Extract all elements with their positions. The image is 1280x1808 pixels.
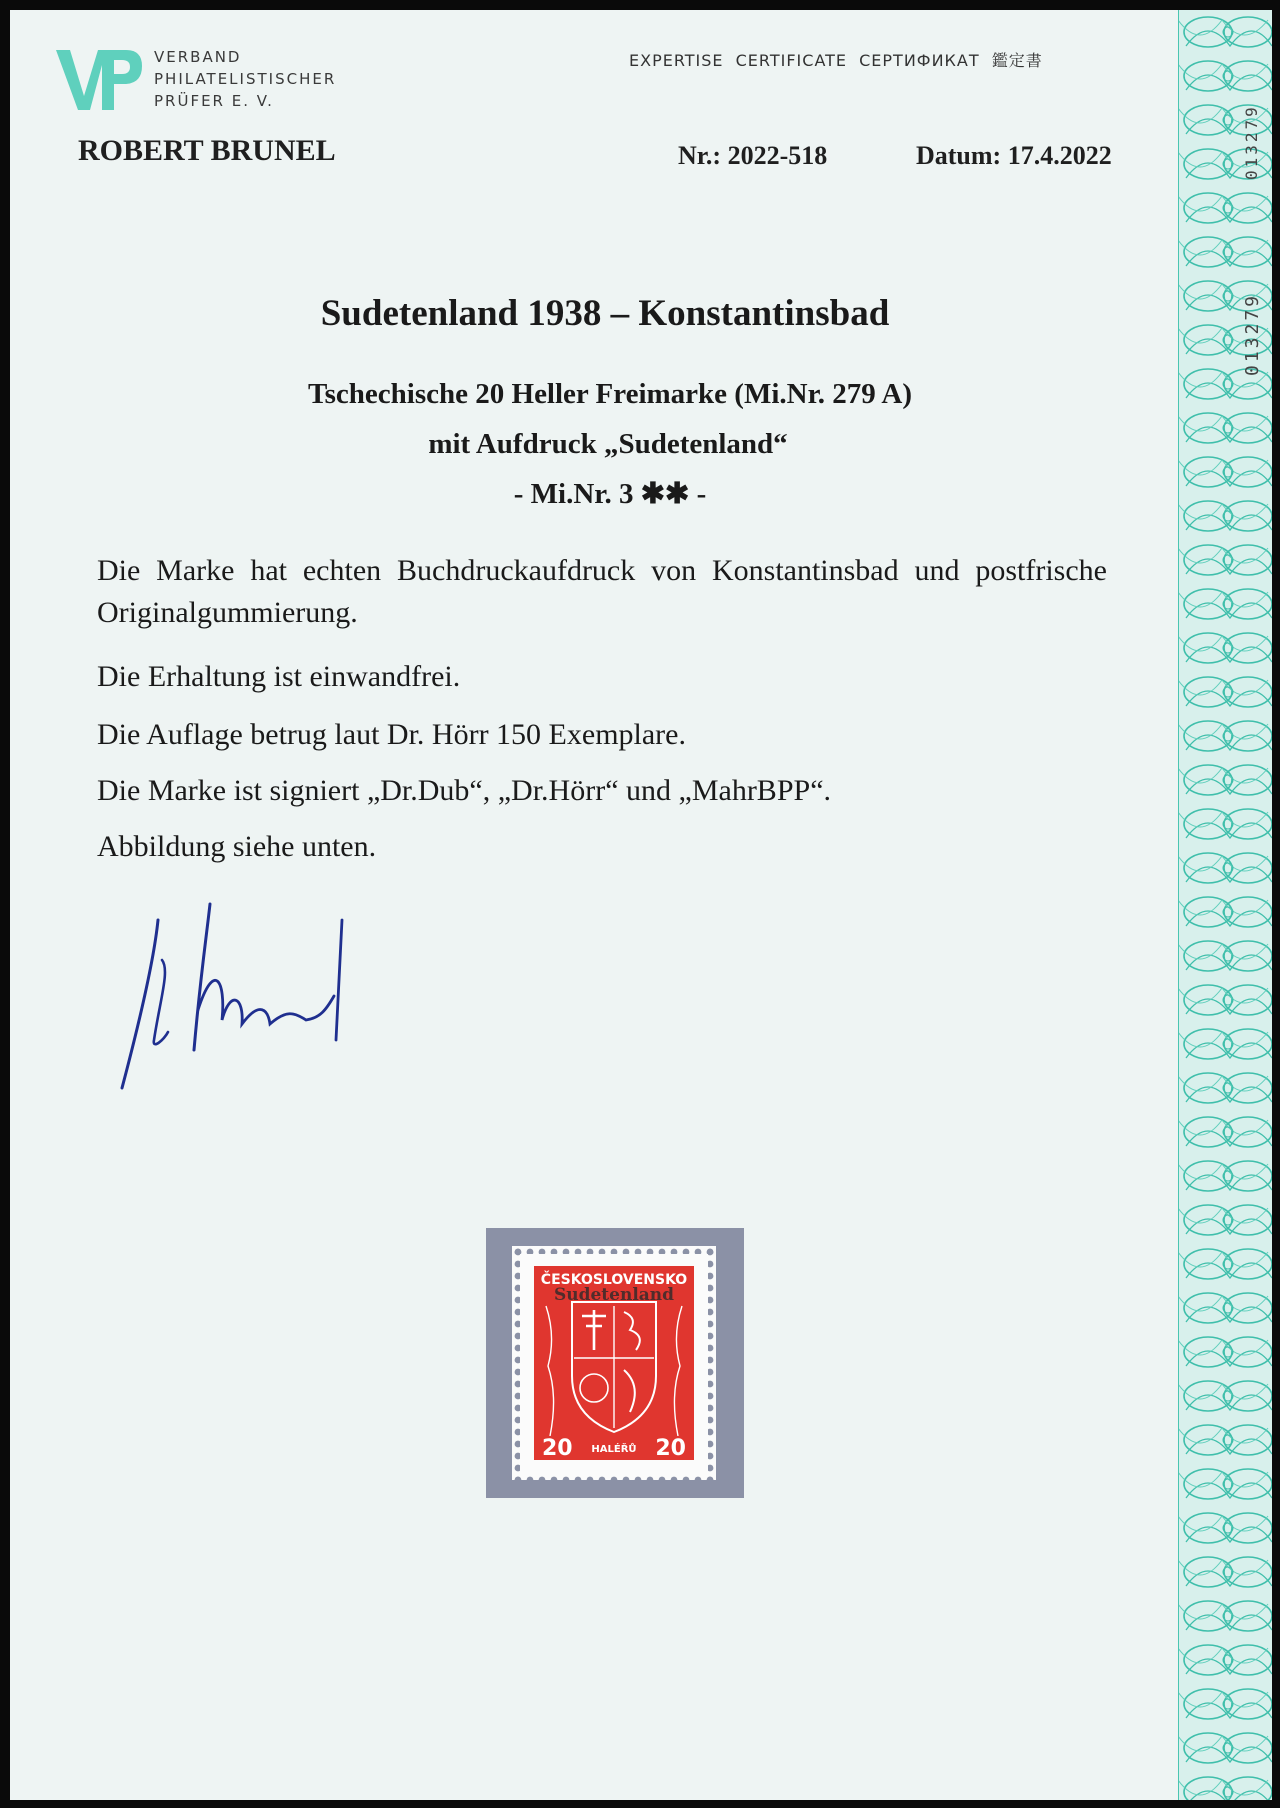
paragraph-1: Die Marke hat echten Buchdruckaufdruck von Konstantinsbad und postfrische Originalgummierung.: [97, 554, 1107, 629]
certificate-date: Datum: 17.4.2022: [916, 141, 1112, 170]
association-name: [154, 46, 336, 112]
stamp-value-left: 20: [542, 1436, 573, 1461]
stamp-value-right: 20: [655, 1436, 686, 1461]
expert-name: ROBERT BRUNEL: [78, 134, 336, 167]
serial-number-bottom: 013279: [1242, 292, 1263, 376]
subtitle-line-2: mit Aufdruck „Sudetenland“: [428, 428, 788, 460]
stamp-country: ČESKOSLOVENSKO: [540, 1272, 688, 1288]
org-line-2: PHILATELISTISCHER: [154, 70, 337, 88]
certificate-number: Nr.: 2022-518: [678, 141, 828, 170]
subtitle-line-3: - Mi.Nr. 3 ✱✱ -: [513, 478, 707, 510]
paragraph-4: Die Marke ist signiert „Dr.Dub“, „Dr.Hörr“ und „MahrBPP“.: [97, 774, 832, 807]
paragraph-3: Die Auflage betrug laut Dr. Hörr 150 Exemplare.: [97, 718, 686, 751]
certificate-sheet: [10, 10, 1272, 1800]
page-title: Sudetenland 1938 – Konstantinsbad: [320, 293, 890, 334]
paragraph-5: Abbildung siehe unten.: [97, 830, 377, 863]
org-line-1: VERBAND: [154, 48, 242, 66]
stamp-image: [512, 1246, 716, 1480]
guilloche-border: [1178, 10, 1272, 1800]
paragraph-2: Die Erhaltung ist einwandfrei.: [97, 660, 461, 693]
signature: [110, 900, 400, 1100]
stamp-currency: HALÉŘŮ: [591, 1444, 637, 1455]
serial-number-top: 013279: [1242, 104, 1261, 180]
org-line-3: PRÜFER E. V.: [154, 92, 274, 110]
subtitle-line-1: Tschechische 20 Heller Freimarke (Mi.Nr. 279 A): [307, 378, 913, 410]
vp-logo: [54, 44, 144, 114]
certificate-label: EXPERTISE CERTIFICATE СЕРТИФИКАТ 鑑定書: [629, 51, 1043, 70]
stamp-overprint: Sudetenland: [553, 1285, 675, 1305]
